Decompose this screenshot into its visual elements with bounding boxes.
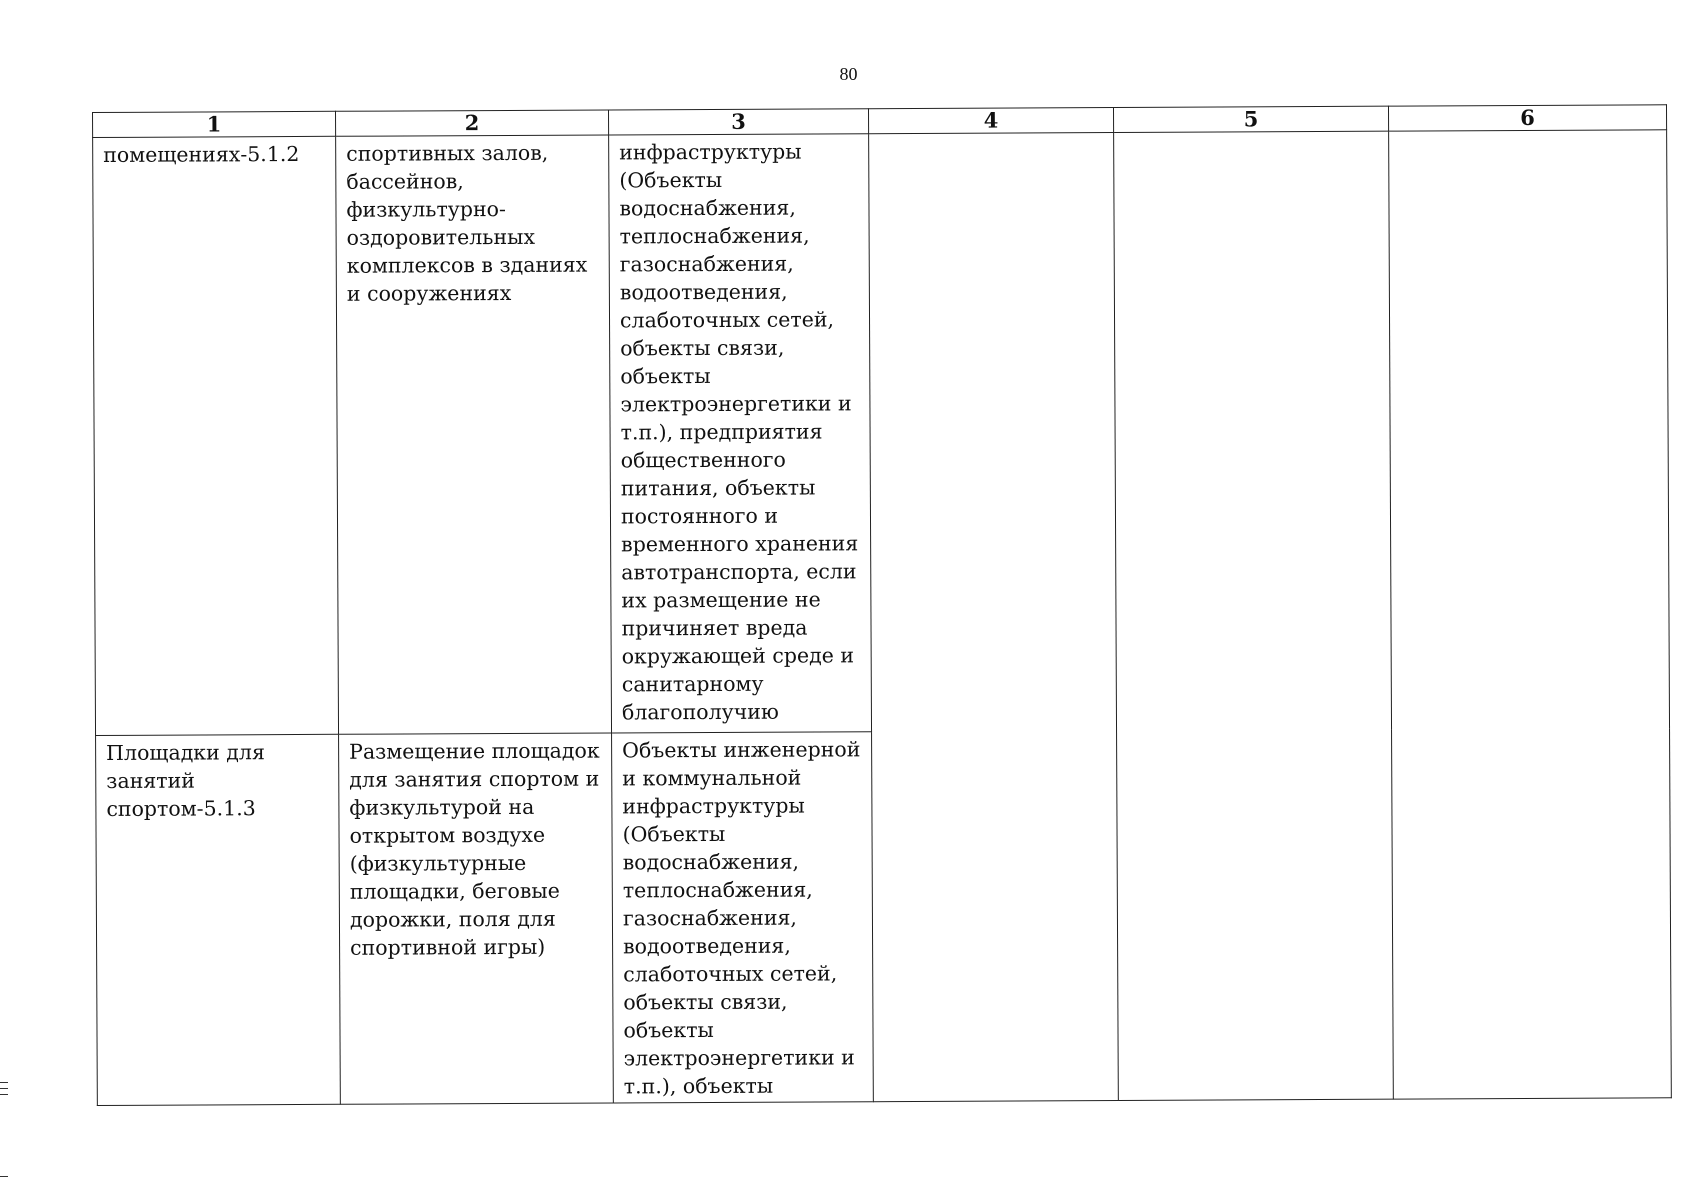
scan-mark xyxy=(0,1176,8,1177)
cell-col4-empty xyxy=(869,133,1119,1102)
table-row xyxy=(93,130,1670,736)
cell-use-name: помещениях-5.1.2 xyxy=(93,136,339,735)
cell-use-description: Размещение площадок для занятия спортом и физкультурой на открытом воздухе (физкультурные площадки, беговые дорожки, поля для спортивной игры) xyxy=(339,733,614,1104)
cell-permitted-objects: Объекты инженерной и коммунальной инфраструктуры (Объекты водоснабжения, теплоснабжения, газоснабжения, водоотведения, слаботочных сетей, объекты связи, объекты электроэнергетики и т.п.), объекты xyxy=(612,732,874,1103)
cell-permitted-objects: инфраструктуры (Объекты водоснабжения, теплоснабжения, газоснабжения, водоотведения, слаботочных сетей, объекты связи, объекты электроэнергетики и т.п.), предприятия общественного питания, объекты постоянного и временного хранения автотранспорта, если их размещение не причиняет вреда окружающей среде и санитарному благополучию xyxy=(609,134,872,733)
column-header-4: 4 xyxy=(868,108,1113,134)
page-number: 80 xyxy=(839,64,858,84)
column-header-6: 6 xyxy=(1388,105,1666,131)
cell-col5-empty xyxy=(1114,131,1394,1100)
column-header-2: 2 xyxy=(335,110,608,136)
scan-mark xyxy=(0,1094,8,1095)
scan-mark xyxy=(0,1088,8,1089)
cell-use-description: спортивных залов, бассейнов, физкультурно-оздоровительных комплексов в зданиях и сооружениях xyxy=(336,135,612,734)
regulations-table xyxy=(92,104,1672,1106)
column-header-1: 1 xyxy=(93,111,336,137)
column-header-3: 3 xyxy=(608,109,868,135)
cell-use-name: Площадки для занятий спортом-5.1.3 xyxy=(96,734,341,1105)
column-header-5: 5 xyxy=(1113,106,1388,132)
scan-mark xyxy=(0,1082,8,1083)
cell-col6-empty xyxy=(1389,130,1672,1099)
